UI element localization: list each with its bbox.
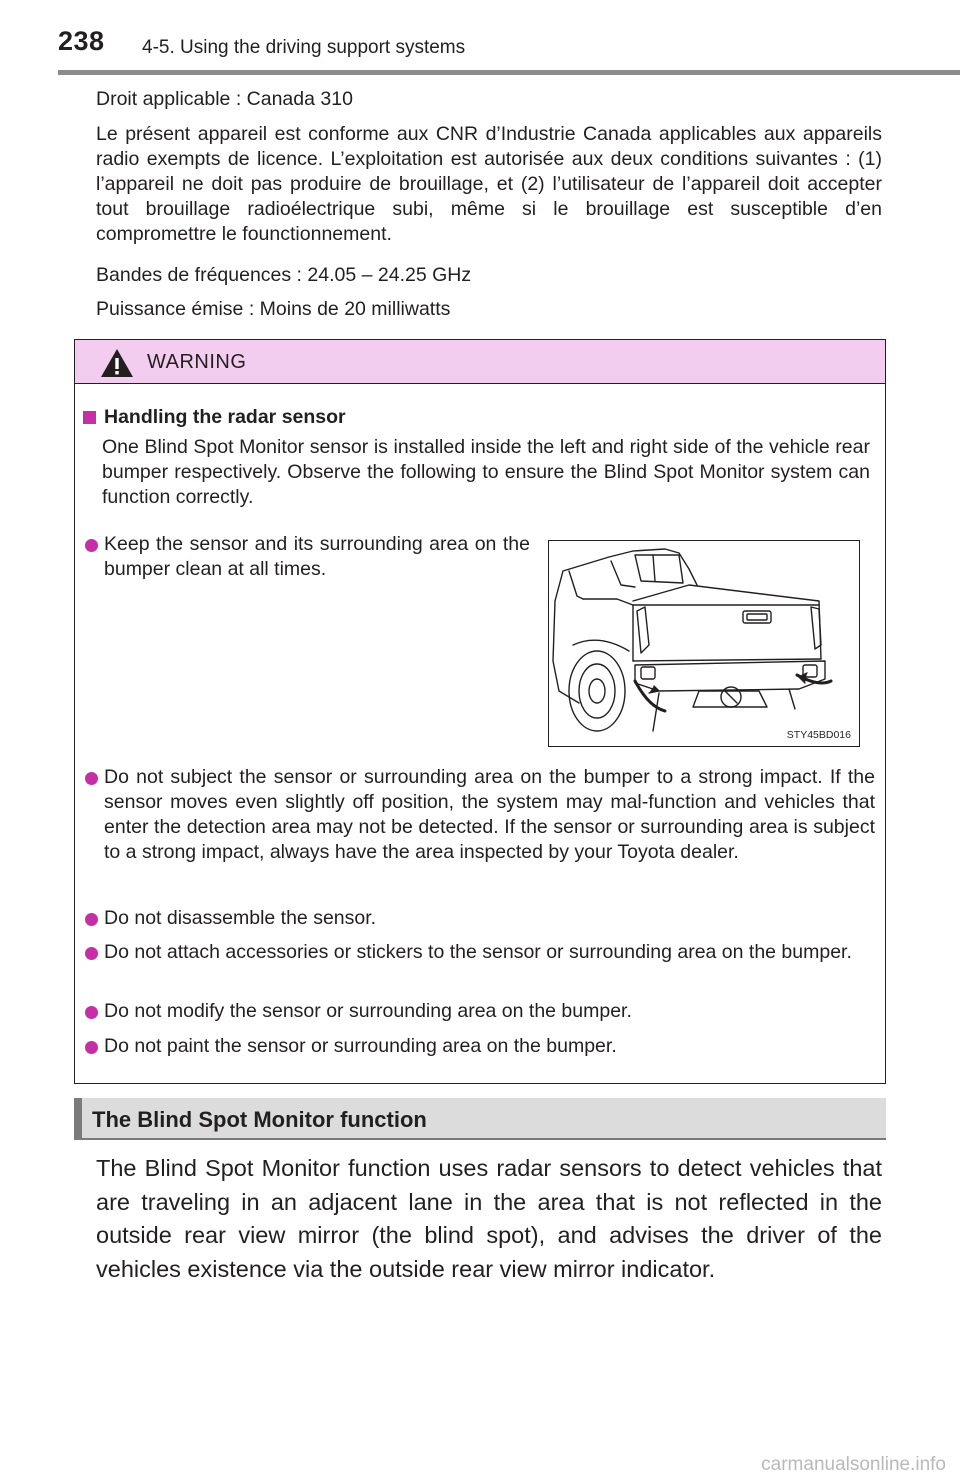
warning-bullet — [85, 999, 875, 1024]
warning-description: One Blind Spot Monitor sensor is installed inside the left and right side of the vehicle rear bumper respectively. Observe the following to ensure the Blind Spot Monitor system can function correctly. — [102, 436, 870, 508]
warning-bullet — [85, 532, 530, 582]
bullet-text: Do not subject the sensor or surrounding area on the bumper to a strong impact. If the sensor moves even slightly off position, the system may mal-function and vehicles that enter the detection area may not be detected. If the sensor or surrounding area is subject to a strong impact, always have the area inspected by your Toyota dealer. — [104, 766, 875, 863]
section-heading — [74, 1098, 886, 1140]
watermark: carmanualsonline.info — [761, 1454, 946, 1475]
warning-subheading-text: Handling the radar sensor — [104, 406, 346, 428]
emitted-power-line: Puissance émise : Moins de 20 milliwatts — [96, 298, 451, 320]
circle-bullet-icon — [85, 913, 98, 926]
applicable-law-line: Droit applicable : Canada 310 — [96, 88, 353, 110]
bullet-text: Keep the sensor and its surrounding area on the bumper clean at all times. — [104, 533, 530, 580]
warning-box — [74, 339, 886, 1084]
section-heading-text: The Blind Spot Monitor function — [92, 1107, 427, 1132]
warning-title: WARNING — [147, 351, 247, 373]
warning-bullet — [85, 906, 875, 931]
warning-bullet — [85, 1034, 875, 1059]
figure-code: STY45BD016 — [786, 729, 851, 741]
circle-bullet-icon — [85, 1006, 98, 1019]
section-title: 4-5. Using the driving support systems — [142, 37, 466, 58]
circle-bullet-icon — [85, 772, 98, 785]
heading-accent-bar — [74, 1098, 82, 1140]
square-bullet-icon — [83, 411, 96, 424]
header-divider — [58, 70, 960, 75]
warning-bullet — [85, 940, 875, 965]
bullet-text: Do not paint the sensor or surrounding area on the bumper. — [104, 1035, 617, 1057]
pickup-truck-rear-illustration — [549, 541, 859, 746]
warning-header — [75, 340, 885, 384]
bullet-text: Do not disassemble the sensor. — [104, 907, 377, 929]
compliance-paragraph: Le présent appareil est conforme aux CNR d’Industrie Canada applicables aux appareils radio exempts de licence. L’exploitation est autorisée aux deux conditions suivantes : (1) l’appareil ne doit pas produire de brouillage, et (2) l’utilisateur de l’appareil doit accepter tout brouillage radioélectrique subi, même si le brouillage est susceptible d’en compromettre le founctionnement. — [96, 123, 882, 245]
bullet-text: Do not modify the sensor or surrounding area on the bumper. — [104, 1000, 632, 1022]
frequency-bands-line: Bandes de fréquences : 24.05 – 24.25 GHz — [96, 264, 472, 286]
bullet-text: Do not attach accessories or stickers to the sensor or surrounding area on the bumper. — [104, 941, 852, 963]
heading-underline — [74, 1138, 886, 1140]
warning-subheading — [83, 406, 346, 429]
bumper-sensor-illustration — [548, 540, 860, 747]
bsm-description: The Blind Spot Monitor function uses radar sensors to detect vehicles that are traveling in an adjacent lane in the area that is not reflected in the outside rear view mirror (the blind spot), and advises the driver of the vehicles existence via the outside rear view mirror indicator. — [96, 1155, 882, 1282]
warning-bullet — [85, 765, 875, 865]
page-number: 238 — [58, 26, 105, 56]
circle-bullet-icon — [85, 947, 98, 960]
circle-bullet-icon — [85, 539, 98, 552]
circle-bullet-icon — [85, 1041, 98, 1054]
warning-triangle-icon — [99, 347, 135, 379]
page-header — [0, 0, 960, 75]
